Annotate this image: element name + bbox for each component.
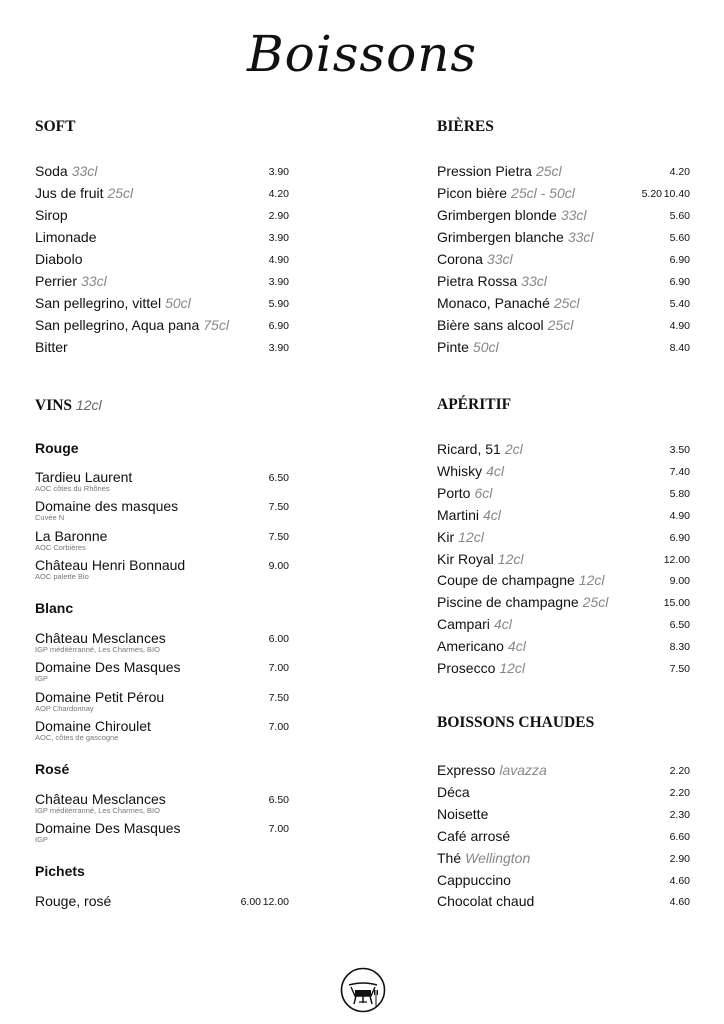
item-name-text: La Baronne — [35, 527, 108, 544]
menu-item — [35, 338, 289, 356]
item-name — [437, 892, 534, 910]
item-price: 7.50 — [268, 691, 289, 704]
menu-item — [437, 338, 690, 356]
item-price: 2.90 — [268, 210, 289, 222]
item-name-text: Diabolo — [35, 251, 83, 267]
menu-item — [437, 206, 690, 224]
item-note: AOC Corbières — [35, 542, 86, 552]
subheading-rouge: Rouge — [35, 440, 79, 456]
menu-item — [437, 250, 690, 268]
item-name — [437, 637, 526, 655]
item-name-text: Kir — [437, 528, 455, 545]
menu-item — [35, 294, 289, 312]
item-volume: 12cl — [458, 528, 484, 545]
item-volume: lavazza — [499, 762, 547, 778]
item-name — [437, 338, 499, 356]
section-heading-bieres: BIÈRES — [437, 118, 494, 135]
item-note: Cuvée N — [35, 513, 65, 523]
item-name — [437, 849, 530, 867]
item-name — [437, 805, 488, 823]
item-price: 7.00 — [268, 720, 289, 733]
item-name-text: Coupe de champagne — [437, 572, 575, 589]
menu-item — [437, 827, 690, 845]
item-name-text: Picon bière — [437, 185, 508, 201]
menu-item — [437, 849, 690, 867]
item-name — [35, 819, 181, 837]
item-price: 5.60 — [669, 232, 690, 244]
item-name-text: Campari — [437, 616, 490, 633]
item-name — [437, 528, 484, 546]
item-name — [437, 550, 523, 568]
item-name-text: Château Mesclances — [35, 791, 166, 807]
item-name — [35, 184, 133, 202]
item-name-text: Sirop — [35, 207, 68, 223]
item-name-text: Whisky — [437, 462, 483, 479]
menu-item — [35, 497, 289, 515]
item-price: 3.50 — [669, 444, 690, 456]
item-name-text: Jus de fruit — [35, 185, 104, 201]
item-name — [437, 272, 547, 290]
item-name — [437, 783, 470, 801]
menu-item — [437, 184, 690, 202]
item-name-text: Domaine Petit Pérou — [35, 688, 165, 705]
item-volume: 6cl — [474, 484, 493, 501]
item-name-text: Château Henri Bonnaud — [35, 556, 186, 573]
item-volume: 33cl — [486, 251, 513, 267]
item-name — [35, 250, 82, 268]
item-name — [437, 250, 513, 268]
item-name — [35, 206, 68, 224]
item-name-text: Domaine Chiroulet — [35, 717, 151, 734]
item-volume: 4cl — [486, 462, 505, 479]
item-name — [437, 871, 511, 889]
item-note: IGP — [35, 835, 48, 845]
vins-heading-volume: 12cl — [75, 397, 102, 413]
menu-item — [437, 528, 690, 546]
menu-item — [35, 658, 289, 676]
item-note: AOC, côtes de gascogne — [35, 732, 119, 742]
item-price: 8.40 — [669, 342, 690, 354]
item-price: 3.90 — [268, 166, 289, 178]
item-price: 4.90 — [268, 254, 289, 266]
item-name — [35, 228, 97, 246]
item-price: 4.60 — [669, 896, 690, 909]
item-price: 7.50 — [268, 501, 289, 514]
item-name-text: Château Mesclances — [35, 630, 166, 646]
item-name-text: Monaco, Panaché — [437, 295, 550, 311]
item-volume: 33cl — [560, 207, 587, 223]
subheading-pichets: Pichets — [35, 863, 85, 879]
item-name — [437, 294, 580, 312]
item-name-text: Cappuccino — [437, 871, 511, 888]
item-name — [437, 162, 562, 180]
item-note: AOC côtes du Rhônes — [35, 484, 110, 493]
item-name-text: Martini — [437, 506, 480, 523]
item-name-text: Café arrosé — [437, 827, 511, 844]
item-price: 4.20 — [669, 166, 690, 178]
item-name-text: Piscine de champagne — [437, 594, 579, 611]
menu-item — [437, 484, 690, 502]
item-price: 6.50 — [669, 619, 690, 632]
menu-item — [437, 871, 690, 889]
menu-item — [35, 316, 289, 334]
item-name-text: Domaine Des Masques — [35, 820, 181, 837]
item-price: 2.20 — [669, 765, 690, 777]
item-price: 5.80 — [669, 487, 690, 500]
item-price: 7.50 — [268, 530, 289, 543]
item-name — [437, 484, 492, 502]
menu-item — [437, 440, 690, 458]
item-price: 6.90 — [669, 531, 690, 544]
item-price: 7.00 — [268, 662, 289, 675]
menu-item — [35, 162, 289, 180]
item-name-text: Grimbergen blonde — [437, 207, 557, 223]
item-name — [437, 659, 525, 677]
item-price: 12.00 — [663, 553, 690, 566]
item-name — [437, 206, 587, 224]
subheading-rose: Rosé — [35, 761, 70, 777]
item-price: 9.00 — [669, 575, 690, 588]
subheading-blanc: Blanc — [35, 600, 74, 616]
item-name-text: Limonade — [35, 229, 97, 245]
item-name-text: Porto — [437, 484, 471, 501]
item-volume: 50cl — [472, 339, 499, 355]
item-name — [35, 272, 107, 290]
item-note: IGP méditérranné, Les Charmes, BIO — [35, 806, 160, 815]
item-name-text: San pellegrino, vittel — [35, 295, 162, 311]
item-price: 8.30 — [669, 641, 690, 654]
menu-item — [437, 506, 690, 524]
menu-item — [437, 892, 690, 910]
menu-item — [35, 892, 289, 910]
item-price-large: 10.40 — [663, 188, 690, 200]
item-price: 6.00 — [268, 633, 289, 645]
item-name — [437, 462, 504, 480]
item-price: 7.00 — [268, 823, 289, 836]
item-price: 5.20 — [641, 188, 662, 200]
menu-item — [437, 550, 690, 568]
item-name — [437, 440, 523, 458]
item-volume: 33cl — [81, 273, 107, 289]
menu-item — [437, 294, 690, 312]
menu-item — [437, 805, 690, 823]
item-note: IGP — [35, 674, 48, 684]
item-name-text: Noisette — [437, 805, 489, 822]
item-volume: 25cl — [535, 163, 562, 179]
item-volume: 4cl — [493, 616, 512, 633]
item-price: 4.60 — [669, 874, 690, 887]
item-price: 4.20 — [268, 188, 289, 200]
item-volume: 25cl — [547, 317, 574, 333]
menu-item — [437, 637, 690, 655]
item-name-text: San pellegrino, Aqua pana — [35, 317, 200, 333]
menu-item — [437, 761, 690, 779]
item-price: 2.90 — [669, 852, 690, 865]
item-price-large: 12.00 — [262, 896, 289, 908]
item-volume: 25cl - 50cl — [511, 185, 575, 201]
restaurant-logo-icon — [339, 966, 387, 1014]
item-name — [35, 338, 68, 356]
menu-item — [437, 228, 690, 246]
item-price: 7.40 — [669, 465, 690, 478]
item-price: 7.50 — [669, 663, 690, 675]
item-price: 6.90 — [669, 254, 690, 266]
menu-item — [35, 184, 289, 202]
item-name — [437, 761, 547, 779]
item-price: 5.90 — [268, 298, 289, 310]
menu-item — [437, 272, 690, 290]
item-name-text: Thé — [437, 849, 462, 866]
menu-item — [437, 571, 690, 589]
item-name-text: Pinte — [437, 339, 469, 355]
item-name — [35, 162, 97, 180]
section-heading-soft: SOFT — [35, 118, 76, 135]
menu-item — [437, 659, 690, 677]
item-volume: 33cl — [567, 229, 594, 245]
item-price: 6.90 — [669, 276, 690, 288]
item-volume: 33cl — [521, 273, 547, 289]
menu-item — [35, 250, 289, 268]
item-name-text: Soda — [35, 163, 68, 179]
item-volume: 25cl — [553, 295, 580, 311]
item-volume: 4cl — [483, 506, 501, 523]
section-heading-vins — [35, 395, 102, 416]
item-name-text: Chocolat chaud — [437, 893, 535, 910]
item-name — [35, 892, 111, 910]
item-name-text: Tardieu Laurent — [35, 469, 133, 485]
item-price: 4.90 — [669, 509, 690, 522]
menu-item — [437, 593, 690, 611]
item-note: IGP méditérranné, Les Charmes, BIO — [35, 645, 160, 654]
item-volume: 2cl — [504, 441, 523, 457]
item-note: AOP Chardonnay — [35, 703, 94, 713]
item-volume: 12cl — [497, 550, 524, 567]
item-price: 5.60 — [669, 210, 690, 222]
section-heading-aperitif: APÉRITIF — [437, 396, 512, 413]
item-name — [35, 316, 229, 334]
item-note: AOC palette Bio — [35, 571, 89, 581]
page-title: Boissons — [246, 25, 478, 83]
item-price: 2.20 — [669, 786, 690, 799]
item-volume: 75cl — [203, 317, 229, 333]
item-name-text: Prosecco — [437, 660, 496, 676]
item-price: 6.00 — [240, 896, 261, 908]
item-name — [35, 294, 191, 312]
item-price: 3.90 — [268, 276, 289, 288]
item-name — [437, 184, 575, 202]
item-name — [437, 228, 594, 246]
item-price: 3.90 — [268, 342, 289, 354]
item-price: 2.30 — [669, 808, 690, 821]
item-name-text: Americano — [437, 638, 504, 655]
item-name-text: Pression Pietra — [437, 163, 532, 179]
item-price: 4.90 — [669, 320, 690, 332]
item-name-text: Perrier — [35, 273, 78, 289]
item-price: 6.90 — [268, 320, 289, 332]
menu-item — [437, 462, 690, 480]
item-name-text: Déca — [437, 783, 470, 800]
menu-item — [437, 316, 690, 334]
item-volume: 50cl — [165, 295, 191, 311]
item-name-text: Domaine Des Masques — [35, 659, 181, 676]
menu-item — [35, 819, 289, 837]
item-volume: 4cl — [507, 638, 526, 655]
item-name-text: Pietra Rossa — [437, 273, 518, 289]
item-volume: 33cl — [71, 163, 98, 179]
section-heading-boissons-chaudes: BOISSONS CHAUDES — [437, 714, 595, 731]
menu-item — [437, 162, 690, 180]
item-price: 5.40 — [669, 298, 690, 310]
item-volume: 25cl — [582, 594, 609, 611]
item-price: 6.50 — [268, 794, 289, 806]
item-name — [437, 571, 604, 589]
menu-item — [437, 783, 690, 801]
item-volume: 12cl — [578, 572, 605, 589]
item-name — [35, 658, 181, 676]
item-name — [437, 316, 573, 334]
item-volume: 12cl — [499, 660, 526, 676]
item-name-text: Grimbergen blanche — [437, 229, 564, 245]
item-name-text: Domaine des masques — [35, 498, 179, 515]
item-name-text: Bière sans alcool — [437, 317, 544, 333]
item-name — [437, 615, 512, 633]
item-name — [437, 593, 608, 611]
menu-item — [35, 206, 289, 224]
item-price: 9.00 — [268, 559, 289, 572]
item-price: 6.50 — [268, 472, 289, 484]
item-price: 6.60 — [669, 830, 690, 843]
item-price: 3.90 — [268, 232, 289, 244]
menu-item — [437, 615, 690, 633]
item-price: 15.00 — [663, 597, 690, 610]
menu-item — [35, 228, 289, 246]
item-volume: Wellington — [465, 849, 531, 866]
item-name — [437, 827, 510, 845]
item-name-text: Bitter — [35, 339, 68, 355]
item-name-text: Ricard, 51 — [437, 441, 501, 457]
item-name-text: Expresso — [437, 762, 496, 778]
vins-heading-label: VINS — [35, 397, 73, 414]
item-volume: 25cl — [107, 185, 134, 201]
item-name-text: Corona — [437, 251, 483, 267]
item-name — [437, 506, 501, 524]
item-name-text: Rouge, rosé — [35, 893, 112, 909]
menu-item — [35, 272, 289, 290]
item-name-text: Kir Royal — [437, 550, 494, 567]
